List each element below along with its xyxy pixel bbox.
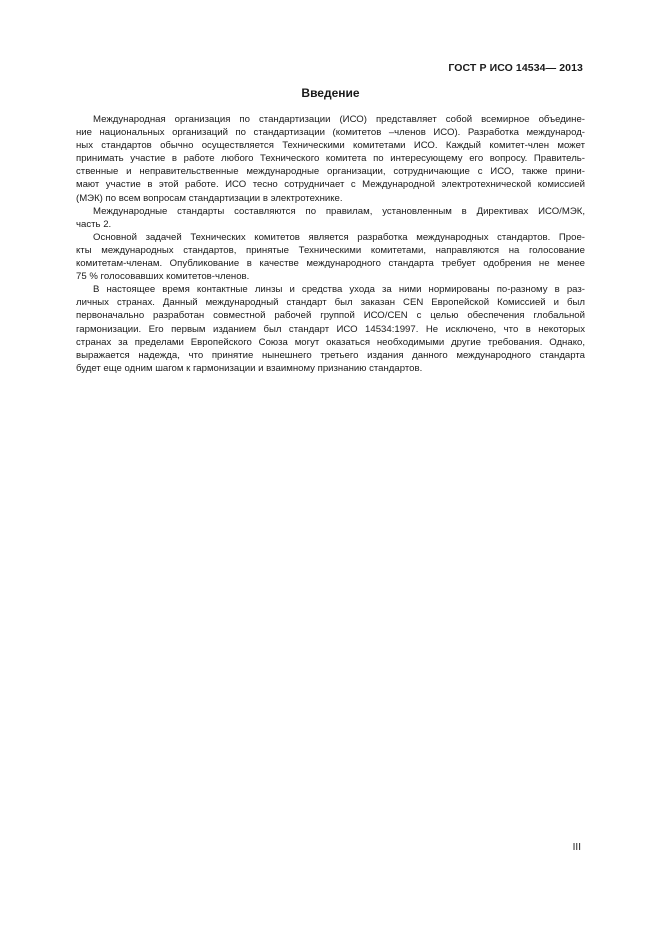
text-line: часть 2. (76, 218, 112, 230)
page-number: III (572, 842, 581, 853)
text-line: первоначально разработан совместной рабочей группой ИСО/CEN с целью обеспечения глобальной (76, 310, 585, 322)
text-line: комитетам-членам. Опубликование в качестве международного стандарта требует одобрения не менее (76, 258, 585, 270)
text-line: личных странах. Данный международный стандарт был заказан CEN Европейской Комиссией и был (76, 297, 585, 309)
text-line: принимать участие в работе любого Технического комитета по интересующему его вопросу. Правитель- (76, 153, 585, 165)
text-line: странах за пределами Европейского Союза могут оказаться необходимыми другие требования. Однако, (76, 336, 585, 348)
text-line: Международная организация по стандартизации (ИСО) представляет собой всемирное объедине- (93, 114, 585, 125)
text-line: выражается надежда, что принятие нынешнего третьего издания данного международного стандарта (76, 349, 585, 361)
text-line: кты международных стандартов, принятые Техническими комитетами, направляются на голосование (76, 244, 585, 256)
text-line: В настоящее время контактные линзы и средства ухода за ними нормированы по-разному в раз- (93, 284, 585, 296)
section-title: Введение (301, 86, 360, 100)
introduction-body (76, 113, 585, 375)
text-line: 75 % голосовавших комитетов-членов. (76, 271, 250, 283)
text-line: (МЭК) по всем вопросам стандартизации в электротехнике. (76, 192, 343, 204)
text-line: ных стандартов обычно осуществляется Техническими комитетами ИСО. Каждый комитет-член может (76, 140, 585, 152)
text-line: ственные и неправительственные международные организации, сотрудничающие с ИСО, также прини- (76, 166, 585, 178)
text-line: Основной задачей Технических комитетов является разработка международных стандартов. Прое- (93, 231, 585, 243)
text-line: мают участие в этой работе. ИСО тесно сотрудничает с Международной электротехнической комиссией (76, 179, 585, 191)
document-code: ГОСТ Р ИСО 14534— 2013 (448, 62, 583, 74)
text-line: ние национальных организаций по стандартизации (комитетов –членов ИСО). Разработка международ- (76, 127, 585, 139)
text-line: Международные стандарты составляются по правилам, установленным в Директивах ИСО/МЭК, (93, 205, 585, 217)
text-line: гармонизации. Его первым изданием был стандарт ИСО 14534:1997. Не исключено, что в некоторых (76, 323, 585, 335)
text-line: будет еще одним шагом к гармонизации и взаимному признанию стандартов. (76, 362, 423, 374)
